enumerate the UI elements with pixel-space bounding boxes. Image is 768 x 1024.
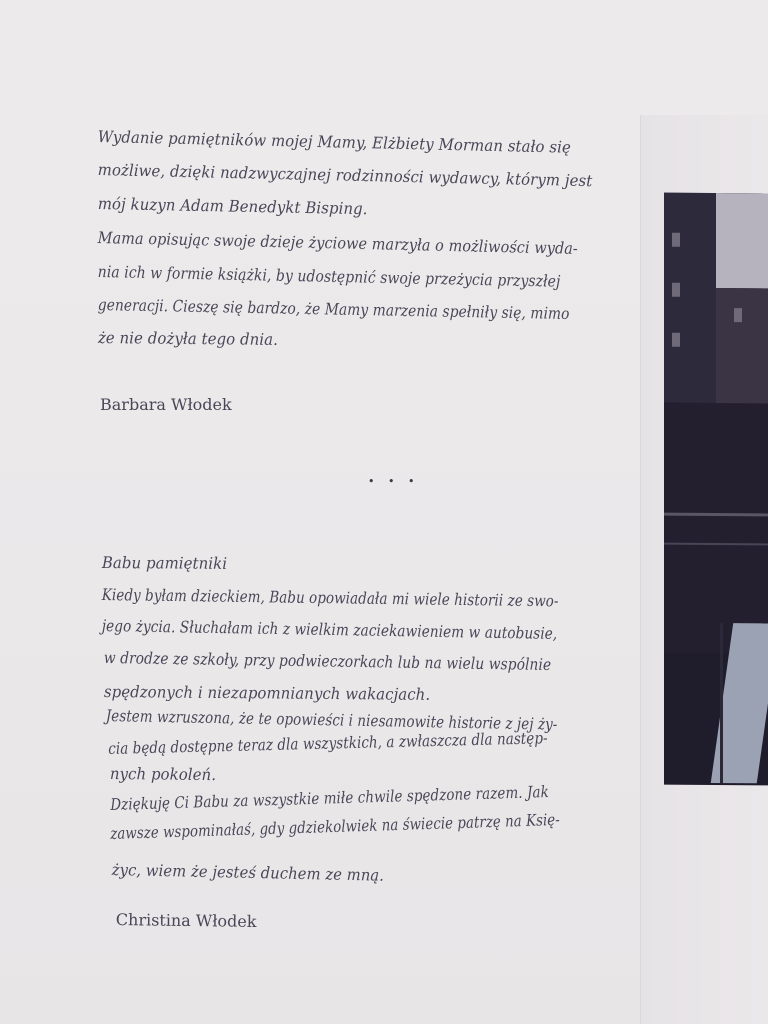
paragraph-line: w drodze ze szkoły, przy podwieczorkach lub na wielu wspólnie bbox=[103, 648, 552, 675]
paragraph-line: Mama opisując swoje dzieje życiowe marzyła o możliwości wyda- bbox=[97, 228, 579, 258]
paragraph-line: Kiedy byłam dzieckiem, Babu opowiadała mi wiele historii ze swo- bbox=[101, 585, 559, 611]
paragraph-line: jego życia. Słuchałam ich z wielkim zaciekawieniem w autobusie, bbox=[101, 616, 558, 643]
paragraph-line: nia ich w formie książki, by udostępnić swoje przeżycia przyszłej bbox=[97, 262, 561, 291]
paragraph-line: Dziękuję Ci Babu za wszystkie miłe chwile spędzone razem. Jak bbox=[110, 781, 550, 814]
signature-barbara: Barbara Włodek bbox=[100, 395, 232, 414]
paragraph-line: cia będą dostępne teraz dla wszystkich, a zwłaszcza dla następ- bbox=[108, 728, 548, 758]
paragraph-line: zawsze wspominałaś, gdy gdziekolwiek na świecie patrzę na Księ- bbox=[110, 809, 561, 843]
signature-christina: Christina Włodek bbox=[115, 910, 257, 931]
paragraph-line: spędzonych i niezapomnianych wakacjach. bbox=[103, 682, 431, 704]
paragraph-line: życ, wiem że jesteś duchem ze mną. bbox=[111, 860, 385, 885]
paragraph-line: Wydanie pamiętników mojej Mamy, Elżbiety Morman stało się bbox=[97, 127, 572, 157]
paragraph-line: generacji. Cieszę się bardzo, że Mamy marzenia spełniły się, mimo bbox=[97, 295, 570, 324]
paragraph-line: możliwe, dzięki nadzwyczajnej rodzinności wydawcy, którym jest bbox=[97, 160, 593, 191]
paragraph-line: nych pokoleń. bbox=[109, 764, 217, 785]
paragraph-line: mój kuzyn Adam Benedykt Bisping. bbox=[97, 194, 368, 219]
section-heading: Babu pamiętniki bbox=[101, 553, 228, 573]
paragraph-line: Jestem wzruszona, że te opowieści i niesamowite historie z jej ży- bbox=[105, 706, 558, 734]
section-separator: • • • bbox=[368, 475, 420, 488]
building-photo bbox=[664, 193, 768, 786]
paragraph-line: że nie dożyła tego dnia. bbox=[97, 328, 279, 349]
